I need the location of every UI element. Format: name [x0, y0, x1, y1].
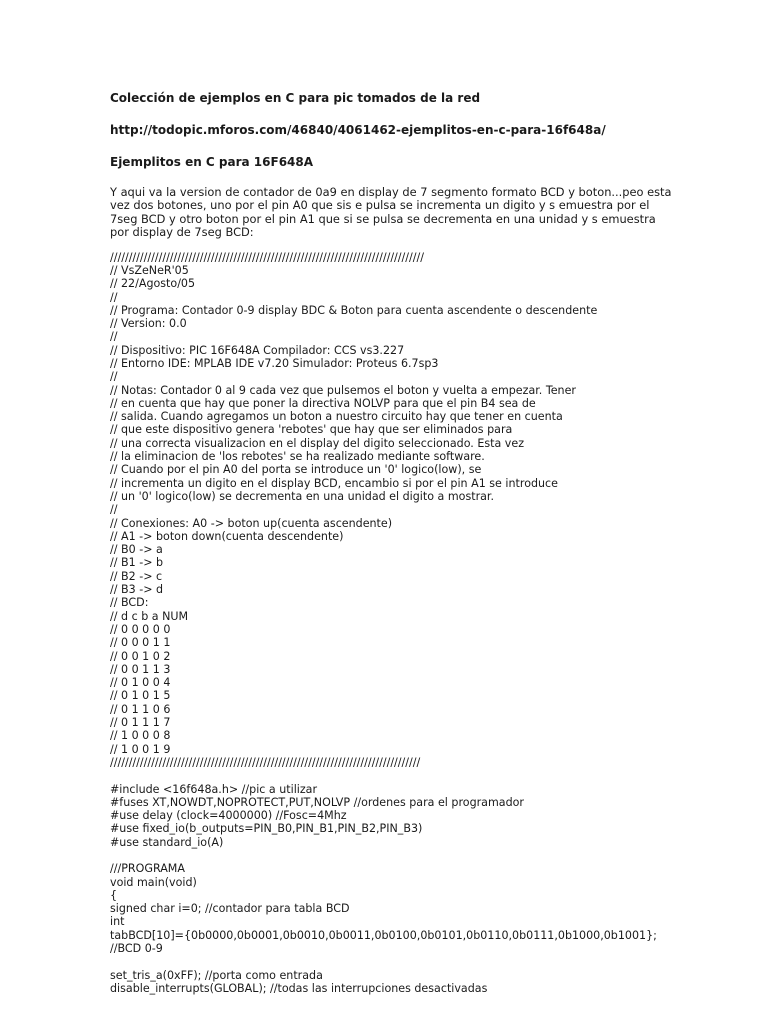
- spacer: [110, 769, 750, 782]
- includes-block: [110, 783, 750, 849]
- code-line: // Dispositivo: PIC 16F648A Compilador: CCS vs3.227: [110, 343, 405, 357]
- code-line: #use delay (clock=4000000) //Fosc=4Mhz: [110, 809, 347, 823]
- code-line: // 0 0 0 1 1: [110, 636, 171, 650]
- code-line: //BCD 0-9: [110, 942, 163, 956]
- code-line: // Programa: Contador 0-9 display BDC & Boton para cuenta ascendente o descendente: [110, 303, 598, 317]
- code-line: //: [110, 330, 118, 344]
- header-comment-block: [110, 251, 750, 770]
- code-line: // 0 0 1 1 3: [110, 662, 171, 676]
- code-line: // 0 1 0 0 4: [110, 676, 171, 690]
- code-line: // una correcta visualizacion en el display del digito seleccionado. Esta vez: [110, 436, 525, 450]
- intro-line: Y aqui va la version de contador de 0a9 en display de 7 segmento formato BCD y boton...peo esta: [110, 185, 672, 199]
- intro-paragraph: [110, 186, 750, 240]
- intro-line: por display de 7seg BCD:: [110, 225, 254, 240]
- spacer: [110, 849, 750, 862]
- code-line: // B1 -> b: [110, 556, 164, 570]
- code-line: // A1 -> boton down(cuenta descendente): [110, 529, 344, 543]
- code-line: // en cuenta que hay que poner la directiva NOLVP para que el pin B4 sea de: [110, 396, 536, 410]
- code-line: // Version: 0.0: [110, 317, 187, 331]
- code-line: #use standard_io(A): [110, 835, 224, 849]
- document-title: Colección de ejemplos en C para pic tomados de la red: [110, 91, 481, 105]
- code-line: // 1 0 0 0 8: [110, 729, 171, 743]
- code-line: // 0 1 0 1 5: [110, 689, 171, 703]
- code-line: // Entorno IDE: MPLAB IDE v7.20 Simulador: Proteus 6.7sp3: [110, 357, 439, 370]
- code-line: // B2 -> c: [110, 569, 163, 583]
- code-line: {: [110, 888, 118, 902]
- code-line: tabBCD[10]={0b0000,0b0001,0b0010,0b0011,0b0100,0b0101,0b0110,0b0111,0b1000,0b1001};: [110, 928, 657, 942]
- code-line: #fuses XT,NOWDT,NOPROTECT,PUT,NOLVP //ordenes para el programador: [110, 795, 524, 809]
- code-line: // 0 1 1 0 6: [110, 702, 171, 716]
- code-line: void main(void): [110, 875, 197, 889]
- code-line: int: [110, 915, 125, 929]
- code-line: //: [110, 290, 118, 304]
- code-line: // VsZeNeR'05: [110, 263, 189, 277]
- code-line: ///PROGRAMA: [110, 862, 185, 876]
- code-listing: [110, 251, 750, 996]
- code-line: #use fixed_io(b_outputs=PIN_B0,PIN_B1,PIN_B2,PIN_B3): [110, 822, 423, 836]
- code-line: ////////////////////////////////////////////////////////////////////////////////////: [110, 250, 424, 264]
- code-line: ///////////////////////////////////////////////////////////////////////////////////: [110, 755, 421, 769]
- code-line: // incrementa un digito en el display BCD, encambio si por el pin A1 se introduce: [110, 476, 558, 490]
- document-page: [110, 90, 750, 995]
- code-line: disable_interrupts(GLOBAL); //todas las interrupciones desactivadas: [110, 981, 488, 995]
- code-line: #include <16f648a.h> //pic a utilizar: [110, 782, 318, 796]
- code-line: // 1 0 0 1 9: [110, 742, 171, 756]
- code-line: signed char i=0; //contador para tabla BCD: [110, 902, 350, 916]
- code-line: // Conexiones: A0 -> boton up(cuenta ascendente): [110, 516, 393, 530]
- intro-line: 7seg BCD y otro boton por el pin A1 que si se pulsa se decrementa en una unidad y s emuestra: [110, 211, 656, 226]
- code-line: // un '0' logico(low) se decrementa en una unidad el digito a mostrar.: [110, 489, 495, 503]
- code-line: // B0 -> a: [110, 543, 163, 557]
- code-line: // que este dispositivo genera 'rebotes' que hay que ser eliminados para: [110, 423, 513, 437]
- code-line: // Cuando por el pin A0 del porta se introduce un '0' logico(low), se: [110, 463, 482, 477]
- code-line: // B3 -> d: [110, 583, 164, 597]
- code-line: // 0 1 1 1 7: [110, 716, 171, 730]
- code-line: //: [110, 503, 118, 517]
- code-line: // BCD:: [110, 596, 149, 610]
- code-line: // d c b a NUM: [110, 609, 189, 623]
- spacer: [110, 106, 750, 122]
- code-line: // 0 0 0 0 0: [110, 622, 171, 636]
- spacer: [110, 170, 750, 186]
- spacer: [110, 240, 750, 251]
- spacer: [110, 955, 750, 968]
- code-line: set_tris_a(0xFF); //porta como entrada: [110, 968, 323, 982]
- code-line: // salida. Cuando agregamos un boton a nuestro circuito hay que tener en cuenta: [110, 410, 563, 424]
- code-line: // 22/Agosto/05: [110, 277, 196, 291]
- source-url: http://todopic.mforos.com/46840/4061462-ejemplitos-en-c-para-16f648a/: [110, 123, 606, 137]
- main-function-block: [110, 862, 750, 955]
- code-line: // la eliminacion de 'los rebotes' se ha realizado mediante software.: [110, 450, 485, 464]
- intro-line: vez dos botones, uno por el pin A0 que sis e pulsa se incrementa un digito y s emuestra por el: [110, 198, 650, 213]
- setup-block: [110, 969, 750, 996]
- document-subtitle: Ejemplitos en C para 16F648A: [110, 155, 314, 169]
- code-line: //: [110, 370, 118, 384]
- code-line: // 0 0 1 0 2: [110, 649, 171, 663]
- spacer: [110, 138, 750, 154]
- code-line: // Notas: Contador 0 al 9 cada vez que pulsemos el boton y vuelta a empezar. Tener: [110, 383, 576, 397]
